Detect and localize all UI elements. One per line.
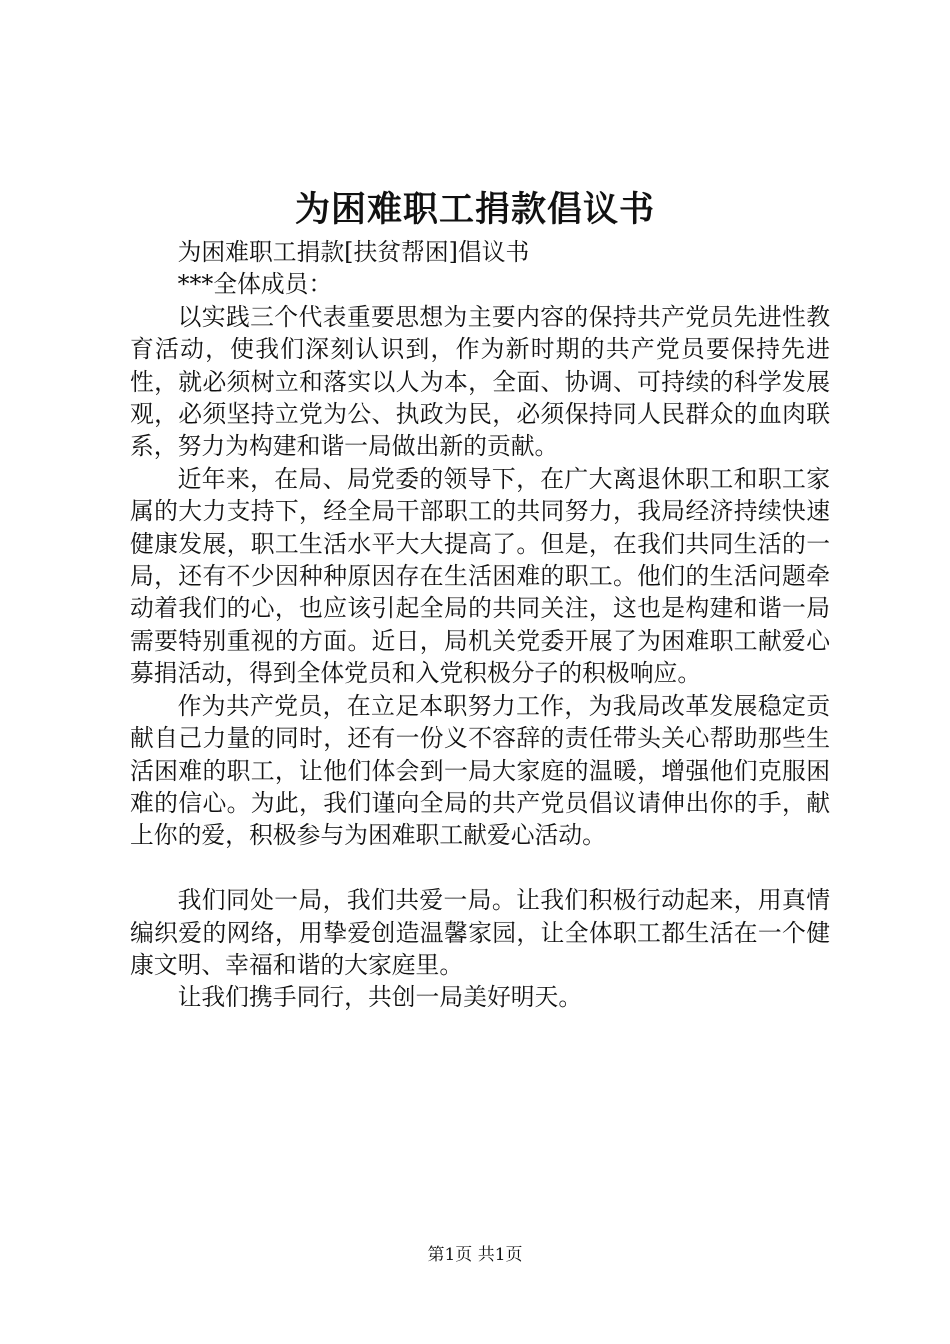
subtitle-line: 为困难职工捐款[扶贫帮困]倡议书 (177, 238, 530, 266)
paragraph-intro: 以实践三个代表重要思想为主要内容的保持共产党员先进性教育活动，使我们深刻认识到，作为新时期的共产党员要保持先进性，就必须树立和落实以人为本，全面、协调、可持续的科学发展观，必须坚持立党为公、执政为民，必须保持同人民群众的血肉联系，努力为构建和谐一局做出新的贡献。 (130, 302, 830, 461)
paragraph-call-to-action: 我们同处一局，我们共爱一局。让我们积极行动起来，用真情编织爱的网络，用挚爱创造温馨家园，让全体职工都生活在一个健康文明、幸福和谐的大家庭里。 (130, 886, 830, 979)
paragraph-background: 近年来，在局、局党委的领导下，在广大离退休职工和职工家属的大力支持下，经全局干部职工的共同努力，我局经济持续快速健康发展，职工生活水平大大提高了。但是，在我们共同生活的一局，还有不少因种种原因存在生活困难的职工。他们的生活问题牵动着我们的心，也应该引起全局的共同关注，这也是构建和谐一局需要特别重视的方面。近日，局机关党委开展了为困难职工献爱心募捐活动，得到全体党员和入党积极分子的积极响应。 (130, 464, 830, 688)
paragraph-appeal: 作为共产党员，在立足本职努力工作，为我局改革发展稳定贡献自己力量的同时，还有一份义不容辞的责任带头关心帮助那些生活困难的职工，让他们体会到一局大家庭的温暖，增强他们克服困难的信心。为此，我们谨向全局的共产党员倡议请伸出你的手，献上你的爱，积极参与为困难职工献爱心活动。 (130, 691, 830, 850)
document-body (130, 236, 830, 1014)
salutation: ***全体成员： (177, 270, 333, 299)
paragraph-closing: 让我们携手同行，共创一局美好明天。 (177, 983, 583, 1012)
page-footer: 第1页 共1页 (427, 1245, 523, 1265)
document-title: 为困难职工捐款倡议书 (294, 189, 655, 230)
blank-line (130, 852, 830, 884)
